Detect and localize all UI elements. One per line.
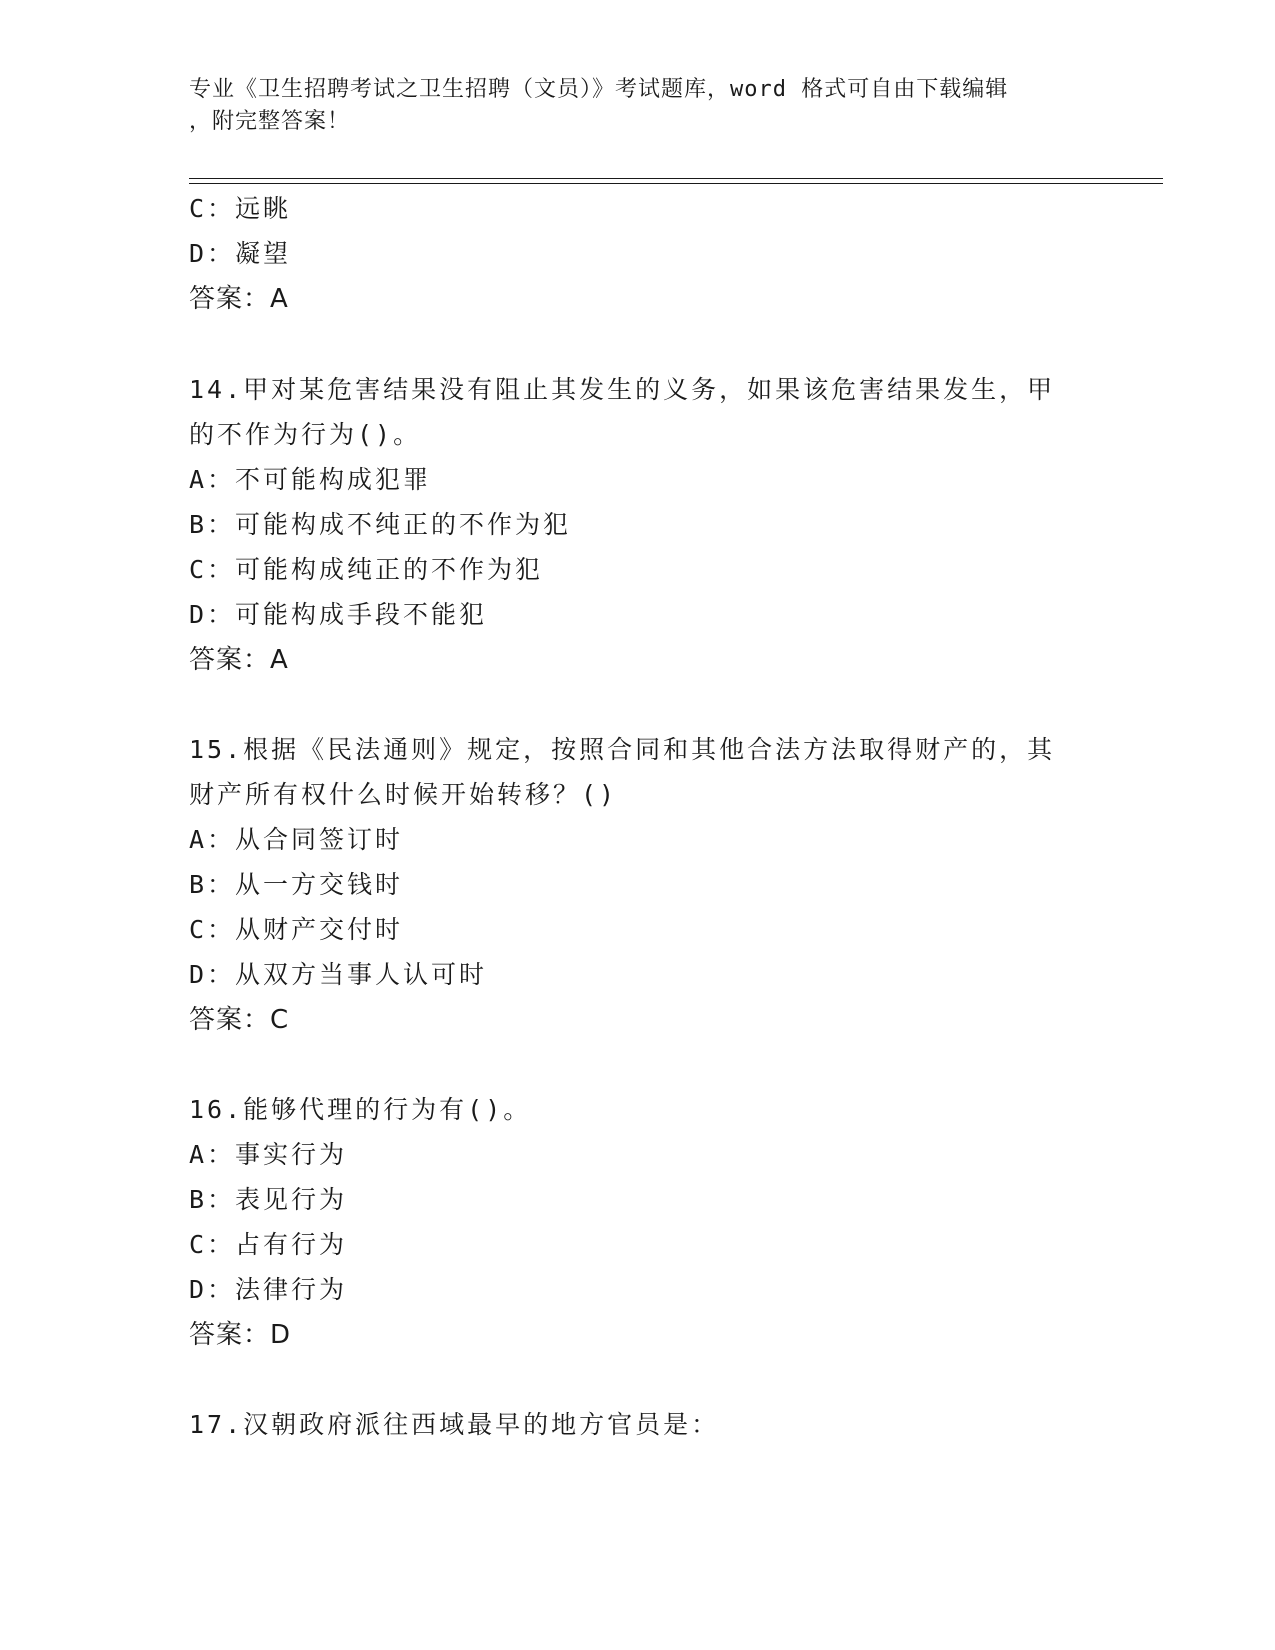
- q15-option-c: C：从财产交付时: [189, 915, 404, 944]
- q15-stem-line-1: 15.根据《民法通则》规定，按照合同和其他合法方法取得财产的，其: [189, 735, 1056, 764]
- q13-answer: 答案：A: [189, 284, 289, 314]
- q13-option-c: C：远眺: [189, 194, 292, 223]
- q14-answer: 答案：A: [189, 645, 289, 675]
- q15-stem-line-2: 财产所有权什么时候开始转移？(): [189, 780, 618, 809]
- header-line-1: 专业《卫生招聘考试之卫生招聘（文员）》考试题库，word 格式可自由下载编辑: [189, 77, 1009, 102]
- q17-stem-line-1: 17.汉朝政府派往西域最早的地方官员是：: [189, 1410, 720, 1439]
- q13-option-d: D：凝望: [189, 239, 292, 268]
- q14-stem-line-1: 14.甲对某危害结果没有阻止其发生的义务，如果该危害结果发生，甲: [189, 375, 1056, 404]
- q15-answer: 答案：C: [189, 1005, 290, 1035]
- q14-option-c: C：可能构成纯正的不作为犯: [189, 555, 544, 584]
- q14-option-d: D：可能构成手段不能犯: [189, 600, 488, 629]
- q15-option-b: B：从一方交钱时: [189, 870, 404, 899]
- header-divider-bottom: [189, 183, 1163, 184]
- q16-stem-line-1: 16.能够代理的行为有()。: [189, 1095, 532, 1124]
- q16-option-c: C：占有行为: [189, 1230, 348, 1259]
- q15-option-a: A：从合同签订时: [189, 825, 404, 854]
- q14-option-a: A：不可能构成犯罪: [189, 465, 432, 494]
- q16-option-b: B：表见行为: [189, 1185, 348, 1214]
- q16-answer: 答案：D: [189, 1320, 292, 1350]
- q14-stem-line-2: 的不作为行为()。: [189, 420, 422, 449]
- q14-option-b: B：可能构成不纯正的不作为犯: [189, 510, 572, 539]
- header-line-2: ，附完整答案！: [189, 109, 351, 134]
- q15-option-d: D：从双方当事人认可时: [189, 960, 488, 989]
- q16-option-d: D：法律行为: [189, 1275, 348, 1304]
- header-divider-top: [189, 178, 1163, 179]
- q16-option-a: A：事实行为: [189, 1140, 348, 1169]
- document-header: [189, 74, 1079, 138]
